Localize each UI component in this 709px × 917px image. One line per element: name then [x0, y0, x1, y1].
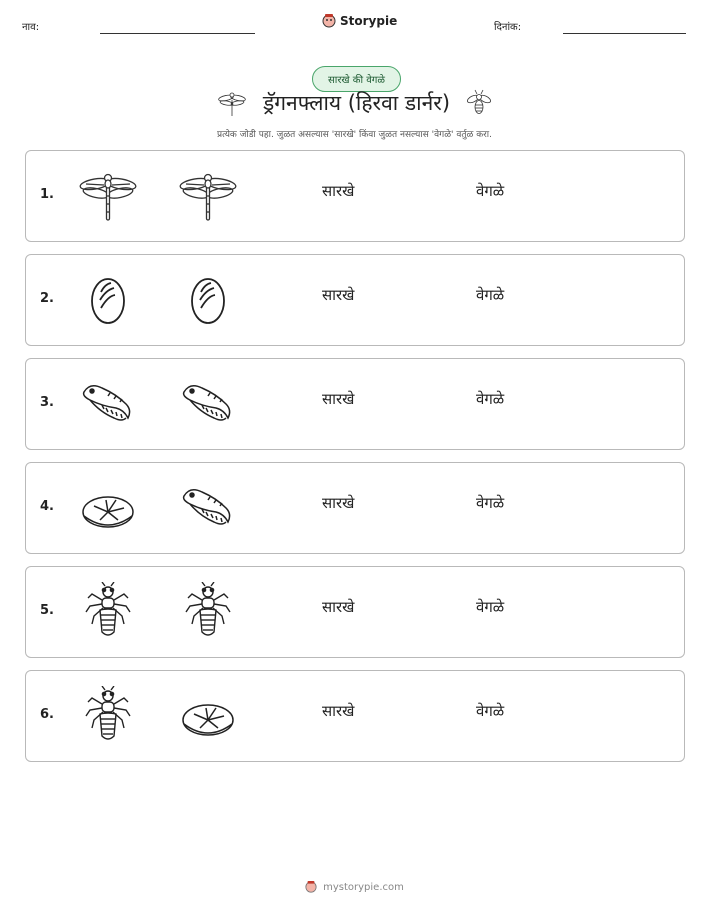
name-label: नाव:: [22, 22, 40, 33]
page-title: ड्रॅगनफ्लाय (हिरवा डार्नर): [262, 91, 451, 115]
question-row: [25, 358, 685, 450]
question-row: [25, 254, 685, 346]
footer-url[interactable]: mystorypie.com: [323, 881, 404, 893]
question-row: [25, 462, 685, 554]
question-number: 2.: [40, 291, 54, 306]
brand: [322, 13, 397, 29]
same-option[interactable]: सारखे: [322, 702, 355, 720]
question-number: 6.: [40, 707, 54, 722]
storypie-logo-icon: [305, 880, 317, 894]
question-row: [25, 150, 685, 242]
same-option[interactable]: सारखे: [322, 494, 355, 512]
question-number: 3.: [40, 395, 54, 410]
bee-icon: [464, 88, 494, 118]
nymph-icon: [78, 686, 138, 746]
different-option[interactable]: वेगळे: [476, 702, 505, 720]
different-option[interactable]: वेगळे: [476, 598, 505, 616]
same-option[interactable]: सारखे: [322, 390, 355, 408]
different-option[interactable]: वेगळे: [476, 494, 505, 512]
question-number: 5.: [40, 603, 54, 618]
worksheet-header: [0, 0, 709, 50]
nymph-icon: [178, 582, 238, 642]
dragonfly-icon: [178, 166, 238, 226]
question-number: 4.: [40, 499, 54, 514]
date-field-line[interactable]: [563, 33, 686, 34]
question-number: 1.: [40, 187, 54, 202]
lily-pad-icon: [78, 478, 138, 538]
different-option[interactable]: वेगळे: [476, 182, 505, 200]
instructions: प्रत्येक जोडी पहा. जुळत असल्यास 'सारखे' किंवा जुळत नसल्यास 'वेगळे' वर्तुळ करा.: [216, 130, 492, 140]
activity-badge: सारखे की वेगळे: [312, 66, 401, 92]
name-field-line[interactable]: [100, 33, 255, 34]
date-label: दिनांक:: [494, 22, 522, 33]
egg-icon: [178, 270, 238, 330]
different-option[interactable]: वेगळे: [476, 390, 505, 408]
same-option[interactable]: सारखे: [322, 598, 355, 616]
brand-name: Storypie: [340, 14, 398, 28]
same-option[interactable]: सारखे: [322, 286, 355, 304]
same-option[interactable]: सारखे: [322, 182, 355, 200]
dragonfly-icon: [215, 88, 249, 118]
footer: [0, 880, 709, 894]
nymph-jaw-icon: [78, 374, 138, 434]
question-row: [25, 670, 685, 762]
question-row: [25, 566, 685, 658]
storypie-logo-icon: [322, 13, 336, 29]
different-option[interactable]: वेगळे: [476, 286, 505, 304]
nymph-jaw-icon: [178, 478, 238, 538]
egg-icon: [78, 270, 138, 330]
title-row: [0, 88, 709, 118]
lily-pad-icon: [178, 686, 238, 746]
nymph-jaw-icon: [178, 374, 238, 434]
dragonfly-icon: [78, 166, 138, 226]
nymph-icon: [78, 582, 138, 642]
